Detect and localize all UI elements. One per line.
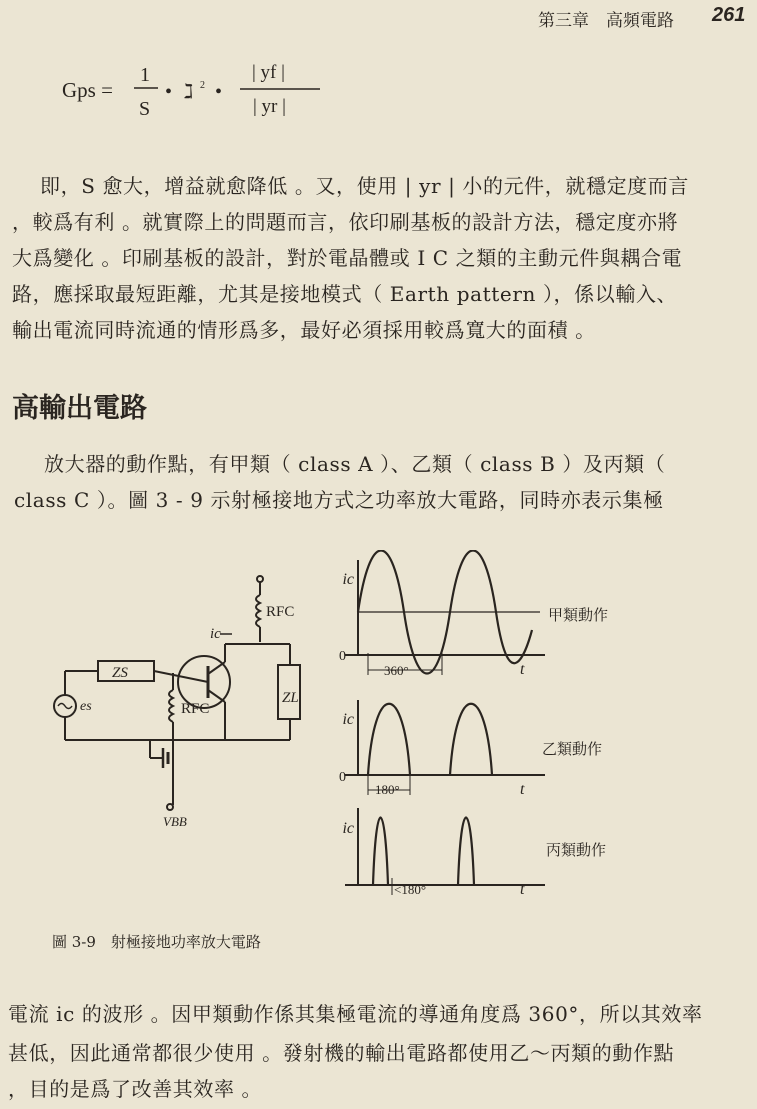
figure-label: ic [342,711,354,728]
figure-label: 2 [200,80,205,91]
figure-label: ic [342,820,354,837]
figure-stroke [169,690,173,722]
figure-label: 0 [339,770,346,785]
figure-3-9 [0,550,757,910]
figure-label: t [520,781,525,798]
running-header: 第三章 高頻電路 [538,11,674,31]
figure-label: ZS [112,665,128,681]
circuit-diagram [54,576,300,829]
figure-label: es [80,699,92,714]
figure-stroke [208,690,225,702]
figure-label: • [215,81,223,103]
figure-label: ZL [282,690,299,706]
figure-label: RFC [181,701,210,717]
half-sine-wave [368,704,492,775]
figure-stroke [257,576,263,582]
waveform-class-b [339,700,602,798]
inductor-icon [256,595,260,627]
figure-label: 1 [140,64,150,86]
figure-label: Gps = [62,78,113,102]
figure-label: 0 [339,649,346,664]
figure-label: S [139,98,151,120]
figure-label: | yr | [253,96,286,117]
figure-label: t [520,661,525,678]
text-line: 輸出電流同時流通的情形爲多，最好必須採用較爲寬大的面積 。 [12,318,596,342]
page-number: 261 [712,4,746,26]
text-line: 即，S 愈大，增益就愈降低 。又，使用 | yr | 小的元件，就穩定度而言 [40,174,689,198]
figure-label: 丙類動作 [546,843,607,859]
pulse-wave [373,818,474,886]
text-line: 電流 ic 的波形 。因甲類動作係其集極電流的導通角度爲 360°，所以其效率 [8,1002,703,1026]
figure-caption: 圖 3-9 射極接地功率放大電路 [52,933,261,951]
figure-label: • [165,81,173,103]
waveform-class-c [342,808,606,898]
text-line: 路，應採取最短距離，尤其是接地模式（ Earth pattern ），係以輸入、 [12,282,678,306]
figure-stroke [154,671,208,682]
text-line: 放大器的動作點，有甲類（ class A ）、乙類（ class B ）及丙類（ [44,452,666,476]
figure-label: | yf | [252,62,285,83]
text-line: 甚低，因此通常都很少使用 。發射機的輸出電路都使用乙～丙類的動作點 [8,1041,675,1065]
figure-label: <180° [394,882,427,897]
waveform-class-a [339,551,608,679]
figure-stroke [208,662,225,674]
text-line: class C ）。圖 3 - 9 示射極接地方式之功率放大電路，同時亦表示集極 [14,488,664,512]
text-line: ，目的是爲了改善其效率 。 [8,1077,263,1101]
figure-label: ic [342,571,354,588]
figure-stroke [167,804,173,810]
figure-label: RFC [266,604,295,620]
figure-label: 甲類動作 [548,608,609,624]
figure-label: ℷ [184,81,194,103]
formula [0,50,340,130]
figure-label: t [520,881,525,898]
section-heading: 高輸出電路 [12,393,147,424]
text-line: ，較爲有利 。就實際上的問題而言，依印刷基板的設計方法，穩定度亦將 [12,210,679,234]
figure-label: 360° [384,663,409,678]
figure-label: ic [210,626,221,642]
figure-stroke [58,704,72,709]
figure-label: 180° [375,782,400,797]
figure-label: VBB [163,814,187,829]
figure-label: 乙類動作 [542,742,603,758]
text-line: 大爲變化 。印刷基板的設計，對於電晶體或 I C 之類的主動元件與耦合電 [12,246,683,270]
